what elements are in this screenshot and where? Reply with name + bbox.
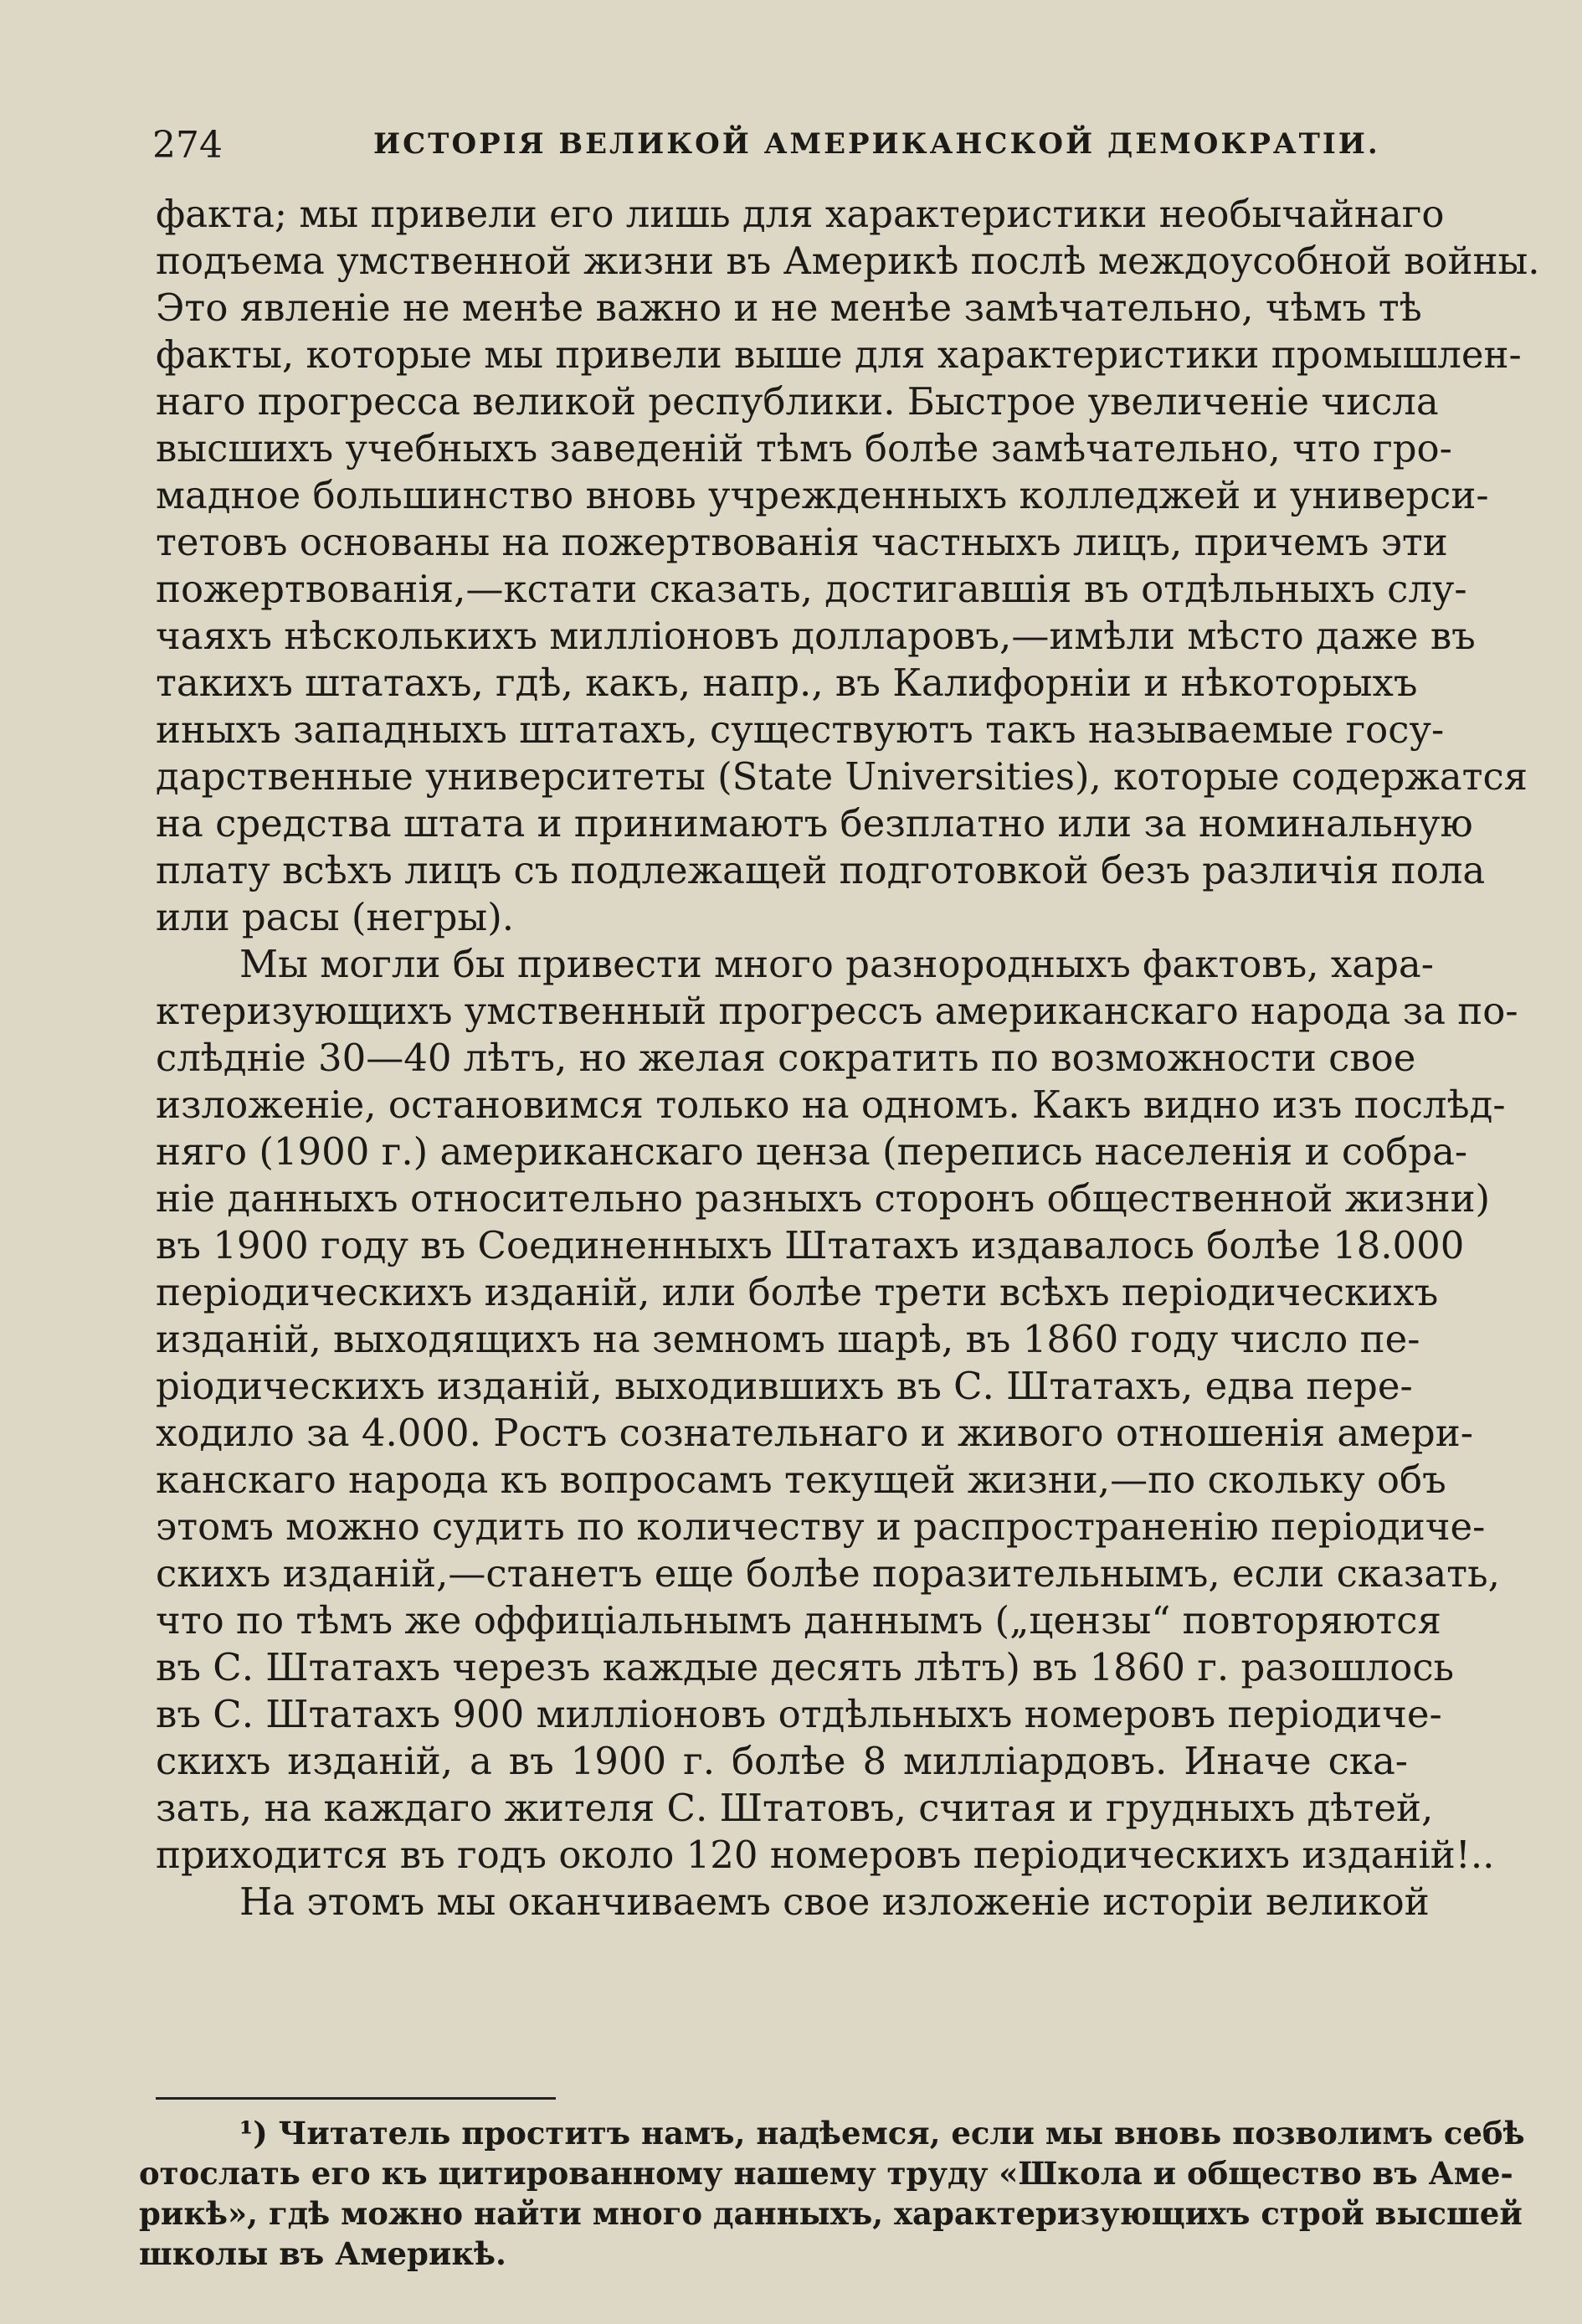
text-line: въ С. Штатахъ черезъ каждые десять лѣтъ) въ 1860 г. разошлось	[156, 1645, 1455, 1689]
text-line: ходило за 4.000. Ростъ сознательнаго и живого отношенія амери-	[156, 1411, 1473, 1455]
text-line: наго прогресса великой республики. Быстрое увеличеніе числа	[156, 379, 1439, 424]
running-head: ИСТОРІЯ ВЕЛИКОЙ АМЕРИКАНСКОЙ ДЕМОКРАТІИ.	[373, 127, 1380, 161]
footnote-line: школы въ Америкѣ.	[139, 2235, 506, 2272]
text-line: зать, на каждаго жителя С. Штатовъ, считая и грудныхъ дѣтей,	[156, 1786, 1434, 1830]
text-line: ріодическихъ изданій, выходившихъ въ С. Штатахъ, едва пере-	[156, 1364, 1413, 1408]
text-line: тетовъ основаны на пожертвованія частныхъ лицъ, причемъ эти	[156, 520, 1448, 564]
footnote	[139, 2113, 1525, 2274]
text-line: ктеризующихъ умственный прогрессъ американскаго народа за по-	[156, 989, 1518, 1033]
page-number: 274	[152, 124, 223, 167]
text-line: или расы (негры).	[156, 895, 515, 939]
footnote-line: ¹) Читатель проститъ намъ, надѣемся, если мы вновь позволимъ себѣ	[239, 2115, 1525, 2152]
body-text	[156, 191, 1540, 1926]
text-line: плату всѣхъ лицъ съ подлежащей подготовкой безъ различія пола	[156, 848, 1486, 892]
footnote-divider	[156, 2097, 556, 2100]
text-line: мадное большинство вновь учрежденныхъ колледжей и универси-	[156, 473, 1489, 517]
text-line: няго (1900 г.) американскаго ценза (перепись населенія и собра-	[156, 1129, 1468, 1174]
text-line: Это явленіе не менѣе важно и не менѣе замѣчательно, чѣмъ тѣ	[156, 285, 1422, 330]
text-line: періодическихъ изданій, или болѣе трети всѣхъ періодическихъ	[156, 1270, 1439, 1314]
text-line: Мы могли бы привести много разнородныхъ фактовъ, хара-	[239, 942, 1434, 986]
footnote-line: рикѣ», гдѣ можно найти много данныхъ, характеризующихъ строй высшей	[139, 2195, 1523, 2232]
text-line: въ С. Штатахъ 900 милліоновъ отдѣльныхъ номеровъ періодиче-	[156, 1692, 1442, 1736]
text-line: пожертвованія,—кстати сказать, достигавшія въ отдѣльныхъ слу-	[156, 567, 1467, 611]
text-line: факты, которые мы привели выше для характеристики промышлен-	[156, 332, 1522, 377]
text-line: факта; мы привели его лишь для характеристики необычайнаго	[156, 192, 1445, 236]
text-line: ніе данныхъ относительно разныхъ сторонъ общественной жизни)	[156, 1176, 1491, 1221]
text-line: скихъ изданій,—станетъ еще болѣе поразительнымъ, если сказать,	[156, 1551, 1500, 1596]
text-line: На этомъ мы оканчиваемъ свое изложеніе исторіи великой	[239, 1879, 1430, 1924]
text-line: дарственные университеты (State Universities), которые содержатся	[156, 754, 1528, 799]
text-line: скихъ изданій, а въ 1900 г. болѣе 8 милліардовъ. Иначе ска-	[156, 1739, 1408, 1783]
text-line: этомъ можно судить по количеству и распространенію періодиче-	[156, 1504, 1486, 1549]
page-header	[152, 124, 1425, 174]
text-line: чаяхъ нѣсколькихъ милліоновъ долларовъ,—имѣли мѣсто даже въ	[156, 614, 1476, 658]
text-line: на средства штата и принимаютъ безплатно или за номинальную	[156, 801, 1473, 846]
text-line: изданій, выходящихъ на земномъ шарѣ, въ 1860 году число пе-	[156, 1317, 1420, 1361]
footnote-line: отослать его къ цитированному нашему труду «Школа и общество въ Аме-	[139, 2155, 1513, 2192]
text-line: подъема умственной жизни въ Америкѣ послѣ междоусобной войны.	[156, 239, 1540, 283]
text-line: иныхъ западныхъ штатахъ, существуютъ такъ называемые госу-	[156, 707, 1445, 752]
text-line: въ 1900 году въ Соединенныхъ Штатахъ издавалось болѣе 18.000	[156, 1223, 1465, 1267]
text-line: изложеніе, остановимся только на одномъ. Какъ видно изъ послѣд-	[156, 1082, 1506, 1127]
text-line: высшихъ учебныхъ заведеній тѣмъ болѣе замѣчательно, что гро-	[156, 426, 1452, 470]
text-line: что по тѣмъ же оффиціальнымъ даннымъ („цензы“ повторяются	[156, 1598, 1441, 1643]
text-line: слѣдніе 30—40 лѣтъ, но желая сократить по возможности свое	[156, 1036, 1416, 1080]
text-line: приходится въ годъ около 120 номеровъ періодическихъ изданій!..	[156, 1833, 1495, 1877]
text-line: канскаго народа къ вопросамъ текущей жизни,—по скольку объ	[156, 1458, 1446, 1502]
text-line: такихъ штатахъ, гдѣ, какъ, напр., въ Калифорніи и нѣкоторыхъ	[156, 661, 1418, 705]
